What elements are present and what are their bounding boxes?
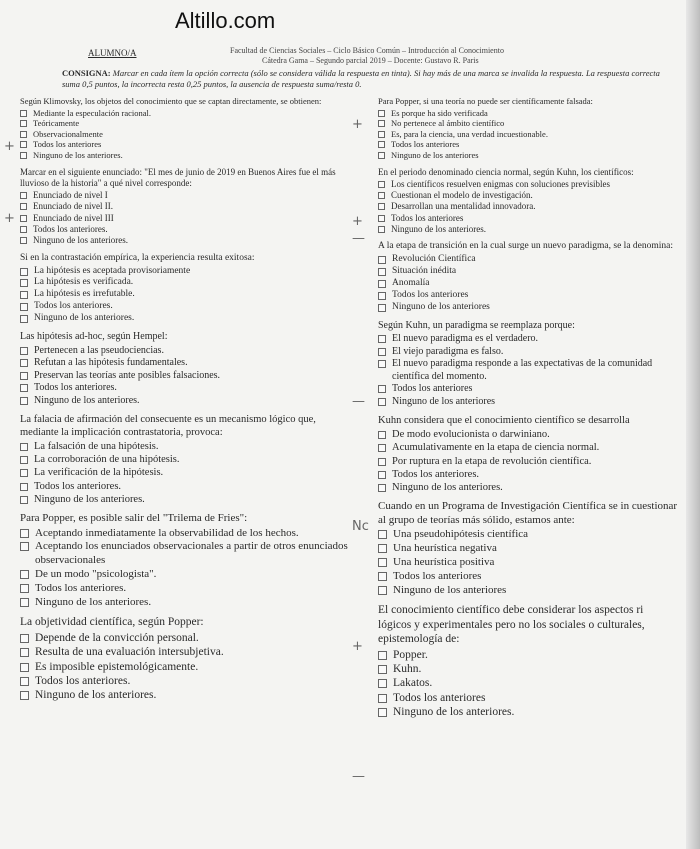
option-label: Acumulativamente en la etapa de ciencia normal.: [392, 442, 600, 454]
option-label: Anomalía: [392, 278, 430, 289]
option-label: Enunciado de nivel III: [33, 212, 114, 223]
answer-option[interactable]: [378, 542, 678, 556]
answer-option[interactable]: [378, 179, 678, 190]
checkbox[interactable]: [20, 456, 28, 464]
checkbox[interactable]: [378, 181, 385, 188]
question-stem: La falacia de afirmación del consecuente es un mecanismo lógico que, mediante la implicación contrastatoria, provoca:: [20, 414, 316, 439]
answer-option[interactable]: [20, 440, 348, 453]
answer-option[interactable]: [378, 383, 678, 396]
checked-checkbox[interactable]: [378, 256, 386, 264]
option-label: Todos los anteriores.: [34, 301, 113, 312]
checkbox[interactable]: [378, 280, 386, 288]
question-stem: En el periodo denominado ciencia normal, según Kuhn, los científicos:: [378, 166, 634, 177]
option-label: El nuevo paradigma responde a las expectativas de la comunidad científica del momento.: [392, 358, 653, 382]
answer-option[interactable]: [378, 468, 678, 481]
answer-option[interactable]: [378, 346, 678, 359]
answer-option[interactable]: [378, 290, 678, 302]
answer-option[interactable]: [378, 129, 678, 140]
option-label: Ninguno de los anteriores.: [33, 235, 128, 246]
option-label: Aceptando inmediatamente la observabilidad de los hechos.: [35, 526, 299, 539]
question-stem: El conocimiento científico debe considerar los aspectos ri lógicos y experimentales pero no los sociales o culturales, epistemología de:: [378, 604, 645, 646]
handwritten-mark: +: [352, 117, 363, 132]
answer-option[interactable]: [20, 190, 348, 201]
question-stem: A la etapa de transición en la cual surge un nuevo paradigma, se la denomina:: [378, 241, 674, 252]
option-label: Enunciado de nivel I: [33, 190, 108, 201]
option-label: La falsación de una hipótesis.: [34, 441, 159, 453]
right-question-7: [378, 603, 678, 719]
checkbox[interactable]: [20, 315, 28, 323]
answer-option[interactable]: [20, 108, 348, 119]
page-edge-shadow: [686, 0, 700, 849]
checkbox[interactable]: [20, 215, 27, 222]
checkbox[interactable]: [20, 110, 27, 117]
option-label: Aceptando los enunciados observacionales a partir de otros enunciados observacionales: [35, 540, 348, 567]
checkbox[interactable]: [378, 203, 385, 210]
answer-option[interactable]: [378, 428, 678, 441]
option-label: Una pseudohipótesis científica: [393, 528, 529, 541]
right-column: [378, 96, 678, 726]
answer-option[interactable]: [20, 582, 348, 596]
handwritten-mark: +: [4, 139, 15, 154]
checked-checkbox[interactable]: [20, 303, 28, 311]
checkbox[interactable]: [378, 192, 385, 199]
option-label: Es porque ha sido verificada: [391, 107, 488, 118]
question-stem: Las hipótesis ad-hoc, según Hempel:: [20, 331, 168, 343]
left-question-4: [20, 331, 348, 407]
checkbox[interactable]: [378, 110, 385, 117]
answer-option[interactable]: [20, 235, 348, 246]
option-label: Todos los anteriores: [391, 212, 464, 223]
checkbox[interactable]: [20, 529, 29, 538]
checkbox[interactable]: [20, 443, 28, 451]
answer-option[interactable]: [378, 333, 678, 346]
checkbox[interactable]: [20, 279, 28, 287]
answer-option[interactable]: [20, 382, 348, 395]
answer-option[interactable]: [20, 213, 348, 224]
question-stem: Según Klimovsky, los objetos del conocimiento que se captan directamente, se obtienen:: [20, 96, 322, 106]
header-line-1: Facultad de Ciencias Sociales – Ciclo Básico Común – Introducción al Conocimiento: [230, 46, 504, 55]
checkbox[interactable]: [20, 584, 29, 593]
answer-option[interactable]: [20, 480, 348, 493]
answer-option[interactable]: [378, 705, 678, 719]
left-question-7: [20, 615, 348, 702]
option-label: La hipótesis es aceptada provisoriamente: [34, 265, 191, 276]
checkbox[interactable]: [20, 237, 27, 244]
option-label: Popper.: [393, 648, 428, 661]
right-question-2: [378, 167, 678, 236]
option-label: Por ruptura en la etapa de revolución científica.: [392, 455, 592, 467]
instructions: [62, 68, 672, 89]
option-label: Todos los anteriores.: [35, 674, 131, 687]
option-label: Una heurística positiva: [393, 556, 495, 569]
option-label: Teóricamente: [33, 118, 80, 129]
checkbox[interactable]: [20, 120, 27, 127]
question-stem: Si en la contrastación empírica, la experiencia resulta exitosa:: [20, 252, 255, 263]
option-label: De modo evolucionista o darwiniano.: [392, 429, 550, 441]
option-label: Ninguno de los anteriores.: [33, 149, 123, 160]
right-question-4: [378, 320, 678, 409]
option-label: Ninguno de los anteriores.: [391, 224, 486, 235]
option-label: Ninguno de los anteriores: [392, 301, 490, 312]
option-label: Observacionalmente: [33, 128, 103, 139]
answer-option[interactable]: [20, 277, 348, 289]
handwritten-mark: —: [352, 394, 365, 409]
option-label: El nuevo paradigma es el verdadero.: [392, 333, 539, 345]
checkbox[interactable]: [20, 542, 29, 551]
checked-checkbox[interactable]: [20, 483, 28, 491]
option-label: Todos los anteriores.: [33, 224, 108, 235]
header-line-2: Cátedra Gama – Segundo parcial 2019 – Docente: Gustavo R. Paris: [262, 56, 479, 65]
answer-option[interactable]: [378, 108, 678, 119]
answer-option[interactable]: [20, 345, 348, 358]
answer-option[interactable]: [20, 631, 348, 645]
answer-option[interactable]: [20, 150, 348, 161]
option-label: Lakatos.: [393, 677, 433, 690]
left-question-5: [20, 413, 348, 506]
checkbox[interactable]: [378, 431, 386, 439]
answer-option[interactable]: [378, 150, 678, 161]
right-question-1: [378, 96, 678, 161]
answer-option[interactable]: [20, 645, 348, 659]
option-label: Todos los anteriores: [392, 383, 473, 395]
option-label: Enunciado de nivel II.: [33, 201, 113, 212]
option-label: Cuestionan el modelo de investigación.: [391, 190, 533, 201]
right-question-5: [378, 414, 678, 494]
option-label: Todos los anteriores: [33, 139, 102, 150]
question-stem: Kuhn considera que el conocimiento científico se desarrolla: [378, 415, 630, 427]
checkbox[interactable]: [20, 268, 28, 276]
checkbox[interactable]: [378, 471, 386, 479]
checkbox[interactable]: [20, 152, 27, 159]
checkbox[interactable]: [20, 384, 28, 392]
checked-checkbox[interactable]: [20, 192, 27, 199]
checkbox[interactable]: [20, 677, 29, 686]
checked-checkbox[interactable]: [378, 665, 387, 674]
answer-option[interactable]: [378, 118, 678, 129]
checkbox[interactable]: [20, 203, 27, 210]
answer-option[interactable]: [20, 301, 348, 313]
option-label: Ninguno de los anteriores.: [393, 706, 515, 719]
option-label: Ninguno de los anteriores.: [35, 595, 152, 608]
option-label: Refutan a las hipótesis fundamentales.: [34, 357, 188, 369]
handwritten-mark: +: [352, 639, 363, 654]
answer-option[interactable]: [378, 570, 678, 584]
checkbox[interactable]: [20, 397, 28, 405]
answer-option[interactable]: [378, 201, 678, 212]
answer-option[interactable]: [378, 481, 678, 494]
checkbox[interactable]: [20, 359, 28, 367]
option-label: Todos los anteriores: [393, 691, 486, 704]
checkbox[interactable]: [20, 141, 27, 148]
checked-checkbox[interactable]: [20, 372, 28, 380]
option-label: Ninguno de los anteriores: [393, 583, 507, 596]
answer-option[interactable]: [20, 313, 348, 325]
option-label: El viejo paradigma es falso.: [392, 345, 504, 357]
handwritten-mark: +: [352, 214, 363, 229]
answer-option[interactable]: [20, 224, 348, 235]
checkbox[interactable]: [378, 530, 387, 539]
answer-option[interactable]: [378, 213, 678, 224]
answer-option[interactable]: [20, 129, 348, 140]
checkbox[interactable]: [378, 444, 386, 452]
checkbox[interactable]: [378, 348, 386, 356]
option-label: Todos los anteriores.: [35, 581, 127, 594]
answer-option[interactable]: [20, 370, 348, 383]
handwritten-mark: —: [352, 769, 365, 784]
right-question-6: [378, 500, 678, 598]
answer-option[interactable]: [20, 688, 348, 702]
option-label: Es imposible epistemológicamente.: [35, 660, 199, 673]
checkbox[interactable]: [378, 268, 386, 276]
option-label: Es, para la ciencia, una verdad incuestionable.: [391, 128, 548, 139]
checkbox[interactable]: [378, 651, 387, 660]
checkbox[interactable]: [20, 469, 28, 477]
checkbox[interactable]: [20, 634, 29, 643]
checkbox[interactable]: [378, 679, 387, 688]
answer-option[interactable]: [378, 676, 678, 690]
option-label: Ninguno de los anteriores.: [34, 313, 135, 324]
answer-option[interactable]: [378, 662, 678, 676]
option-label: Una heurística negativa: [393, 542, 497, 555]
option-label: La verificación de la hipótesis.: [34, 467, 164, 479]
left-question-6: [20, 512, 348, 610]
site-watermark: Altillo.com: [175, 8, 276, 33]
checkbox[interactable]: [378, 385, 386, 393]
option-label: Ninguno de los anteriores: [392, 395, 496, 407]
answer-option[interactable]: [378, 556, 678, 570]
answer-option[interactable]: [20, 118, 348, 129]
answer-option[interactable]: [378, 358, 678, 383]
checkbox[interactable]: [20, 691, 29, 700]
answer-option[interactable]: [378, 139, 678, 150]
checkbox[interactable]: [378, 558, 387, 567]
checkbox[interactable]: [378, 152, 385, 159]
checkbox[interactable]: [378, 141, 385, 148]
question-stem: La objetividad científica, según Popper:: [20, 616, 204, 629]
checkbox[interactable]: [378, 586, 387, 595]
answer-option[interactable]: [20, 568, 348, 582]
answer-option[interactable]: [378, 648, 678, 662]
checkbox[interactable]: [378, 572, 387, 581]
question-stem: Para Popper, es posible salir del "Trilema de Fries":: [20, 511, 248, 524]
checked-checkbox[interactable]: [378, 215, 385, 222]
option-label: Preservan las teorías ante posibles falsaciones.: [34, 369, 221, 381]
answer-option[interactable]: [378, 396, 678, 409]
answer-option[interactable]: [20, 395, 348, 408]
checkbox[interactable]: [378, 292, 386, 300]
checked-checkbox[interactable]: [378, 120, 385, 127]
checkbox[interactable]: [378, 335, 386, 343]
answer-option[interactable]: [20, 357, 348, 370]
question-stem: Para Popper, si una teoría no puede ser científicamente falsada:: [378, 96, 593, 106]
checkbox[interactable]: [378, 484, 386, 492]
answer-option[interactable]: [20, 453, 348, 466]
checked-checkbox[interactable]: [20, 648, 29, 657]
option-label: Situación inédita: [392, 266, 457, 277]
question-stem: Marcar en el siguiente enunciado: "El mes de junio de 2019 en Buenos Aires fue el más lluvioso de la historia" a qué nivel corresponde:: [20, 166, 336, 188]
option-label: Todos los anteriores: [392, 289, 469, 300]
checkbox[interactable]: [20, 347, 28, 355]
checkbox[interactable]: [378, 131, 385, 138]
checkbox[interactable]: [20, 663, 29, 672]
instructions-text: Marcar en cada ítem la opción correcta (sólo se considera válida la respuesta en tinta). Si hay más de una marca se invalida la respuesta. La respuesta correcta suma 0,5 puntos, la incorrecta resta 0,25 puntos, la ausencia de respuesta suma/resta 0.: [62, 68, 660, 89]
option-label: Ninguno de los anteriores: [391, 149, 479, 160]
answer-option[interactable]: [378, 691, 678, 705]
option-label: Revolución Científica: [392, 254, 476, 265]
option-label: Resulta de una evaluación intersubjetiva.: [35, 646, 224, 659]
answer-option[interactable]: [20, 596, 348, 610]
answer-option[interactable]: [378, 224, 678, 235]
handwritten-mark: —: [352, 231, 365, 246]
answer-option[interactable]: [378, 278, 678, 290]
option-label: Ninguno de los anteriores.: [392, 481, 503, 493]
option-label: De un modo "psicologista".: [35, 567, 157, 580]
right-question-3: [378, 241, 678, 313]
option-label: Desarrollan una mentalidad innovadora.: [391, 201, 536, 212]
answer-option[interactable]: [20, 466, 348, 479]
answer-option[interactable]: [378, 584, 678, 598]
left-question-1: [20, 96, 348, 161]
answer-option[interactable]: [20, 540, 348, 568]
checkbox[interactable]: [378, 226, 385, 233]
option-label: Todos los anteriores: [393, 569, 482, 582]
checkbox[interactable]: [378, 694, 387, 703]
question-stem: Según Kuhn, un paradigma se reemplaza porque:: [378, 319, 575, 331]
answer-option[interactable]: [20, 493, 348, 506]
checkbox[interactable]: [378, 708, 387, 717]
checked-checkbox[interactable]: [378, 544, 387, 553]
option-label: Todos los anteriores.: [34, 480, 122, 492]
option-label: Todos los anteriores.: [34, 382, 117, 394]
answer-option[interactable]: [20, 266, 348, 278]
answer-option[interactable]: [20, 660, 348, 674]
left-column: [20, 96, 348, 709]
answer-option[interactable]: [20, 139, 348, 150]
student-label: ALUMNO/A: [88, 48, 137, 58]
answer-option[interactable]: [378, 254, 678, 266]
answer-option[interactable]: [378, 190, 678, 201]
option-label: Los científicos resuelven enigmas con soluciones previsibles: [391, 178, 610, 189]
left-question-3: [20, 253, 348, 325]
checked-checkbox[interactable]: [378, 360, 386, 368]
option-label: Ninguno de los anteriores.: [34, 394, 140, 406]
option-label: Mediante la especulación racional.: [33, 107, 151, 118]
option-label: Ninguno de los anteriores.: [35, 689, 157, 702]
checkbox[interactable]: [378, 398, 386, 406]
answer-option[interactable]: [20, 674, 348, 688]
answer-option[interactable]: [378, 266, 678, 278]
instructions-label: CONSIGNA:: [62, 68, 111, 78]
handwritten-mark: Nc: [352, 519, 369, 534]
checkbox[interactable]: [20, 570, 29, 579]
checkbox[interactable]: [20, 291, 28, 299]
checkbox[interactable]: [378, 304, 386, 312]
answer-option[interactable]: [378, 455, 678, 468]
answer-option[interactable]: [20, 289, 348, 301]
option-label: La hipótesis es verificada.: [34, 277, 134, 288]
checkbox[interactable]: [20, 598, 29, 607]
answer-option[interactable]: [20, 527, 348, 541]
checked-checkbox[interactable]: [20, 131, 27, 138]
question-stem: Cuando en un Programa de Investigación Científica se in cuestionar al grupo de teorías más sólido, estamos ante:: [378, 499, 678, 526]
option-label: No pertenece al ámbito científico: [391, 118, 505, 129]
answer-option[interactable]: [378, 302, 678, 314]
option-label: La hipótesis es irrefutable.: [34, 289, 135, 300]
answer-option[interactable]: [20, 201, 348, 212]
left-question-2: [20, 167, 348, 247]
answer-option[interactable]: [378, 528, 678, 542]
option-label: Kuhn.: [393, 663, 422, 676]
option-label: Depende de la convicción personal.: [35, 631, 199, 644]
checkbox[interactable]: [20, 496, 28, 504]
option-label: Todos los anteriores: [391, 139, 460, 150]
handwritten-mark: +: [4, 211, 15, 226]
checkbox[interactable]: [20, 226, 27, 233]
option-label: Pertenecen a las pseudociencias.: [34, 344, 164, 356]
checked-checkbox[interactable]: [378, 458, 386, 466]
option-label: Todos los anteriores.: [392, 468, 480, 480]
answer-option[interactable]: [378, 441, 678, 454]
option-label: Ninguno de los anteriores.: [34, 493, 145, 505]
option-label: La corroboración de una hipótesis.: [34, 454, 180, 466]
